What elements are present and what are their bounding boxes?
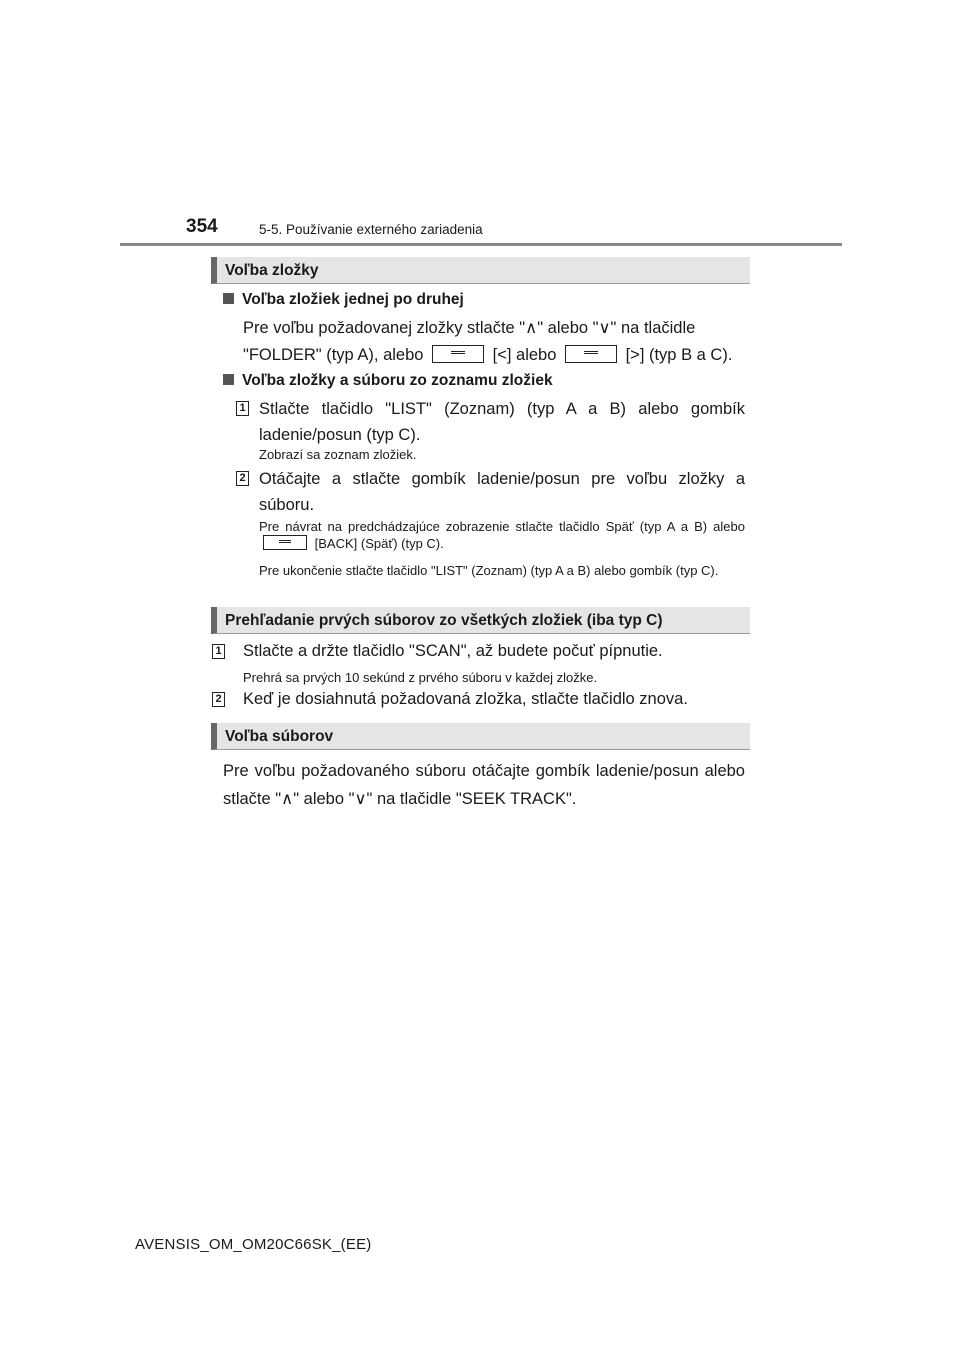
section-file-select: Voľba súborov (211, 723, 750, 750)
button-icon-next (565, 345, 617, 363)
back-button-icon (263, 535, 307, 550)
step-2-note-2: Pre ukončenie stlačte tlačidlo "LIST" (Zoznam) (typ A a B) alebo gombík (typ C). (259, 563, 719, 578)
line2-part-c: [>] (typ B a C). (625, 346, 733, 364)
paragraph-folder-one-by-one (243, 315, 745, 369)
step-badge-2: 2 (236, 471, 249, 486)
footer-document-code: AVENSIS_OM_OM20C66SK_(EE) (135, 1236, 372, 1253)
step-badge-1: 1 (236, 401, 249, 416)
step-badge-2: 2 (212, 692, 225, 707)
step-2-note-1 (259, 518, 745, 552)
subheading-folder-list (223, 372, 553, 390)
subheading-label: Voľba zložky a súboru zo zoznamu zložiek (242, 372, 553, 389)
header-rule (120, 243, 842, 246)
step-2-text: Otáčajte a stlačte gombík ladenie/posun pre voľbu zložky a súboru. (259, 470, 745, 514)
subheading-label: Voľba zložiek jednej po druhej (242, 291, 464, 308)
button-icon-prev (432, 345, 484, 363)
subheading-folder-one-by-one (223, 291, 464, 309)
line2-part-b: [<] alebo (492, 346, 557, 364)
scan-step-2-text: Keď je dosiahnutá požadovaná zložka, stlačte tlačidlo znova. (243, 690, 688, 708)
line2-part-a: "FOLDER" (typ A), alebo (243, 346, 424, 364)
section-scan-folders: Prehľadanie prvých súborov zo všetkých zložiek (iba typ C) (211, 607, 750, 634)
step-badge-1: 1 (212, 644, 225, 659)
note-1-part-b: [BACK] (Späť) (typ C). (314, 536, 444, 551)
step-1-text: Stlačte tlačidlo "LIST" (Zoznam) (typ A a B) alebo gombík ladenie/posun (typ C). (259, 400, 745, 444)
note-1-part-a: Pre návrat na predchádzajúce zobrazenie stlačte tlačidlo Späť (typ A a B) alebo (259, 519, 745, 534)
scan-step-1-note: Prehrá sa prvých 10 sekúnd z prvého súboru v každej zložke. (243, 670, 598, 685)
square-bullet-icon (223, 293, 234, 304)
step-1-note: Zobrazí sa zoznam zložiek. (259, 447, 417, 462)
file-select-paragraph: Pre voľbu požadovaného súboru otáčajte gombík ladenie/posun alebo stlačte "∧" alebo "∨" na tlačidle "SEEK TRACK". (223, 762, 745, 808)
chapter-title: 5-5. Používanie externého zariadenia (259, 222, 483, 237)
page-number: 354 (186, 216, 218, 237)
paragraph-line-2 (243, 342, 745, 369)
section-folder-select: Voľba zložky (211, 257, 750, 284)
paragraph-line-1: Pre voľbu požadovanej zložky stlačte "∧" alebo "∨" na tlačidle (243, 319, 696, 337)
square-bullet-icon (223, 374, 234, 385)
scan-step-1-text: Stlačte a držte tlačidlo "SCAN", až budete počuť pípnutie. (243, 642, 663, 660)
